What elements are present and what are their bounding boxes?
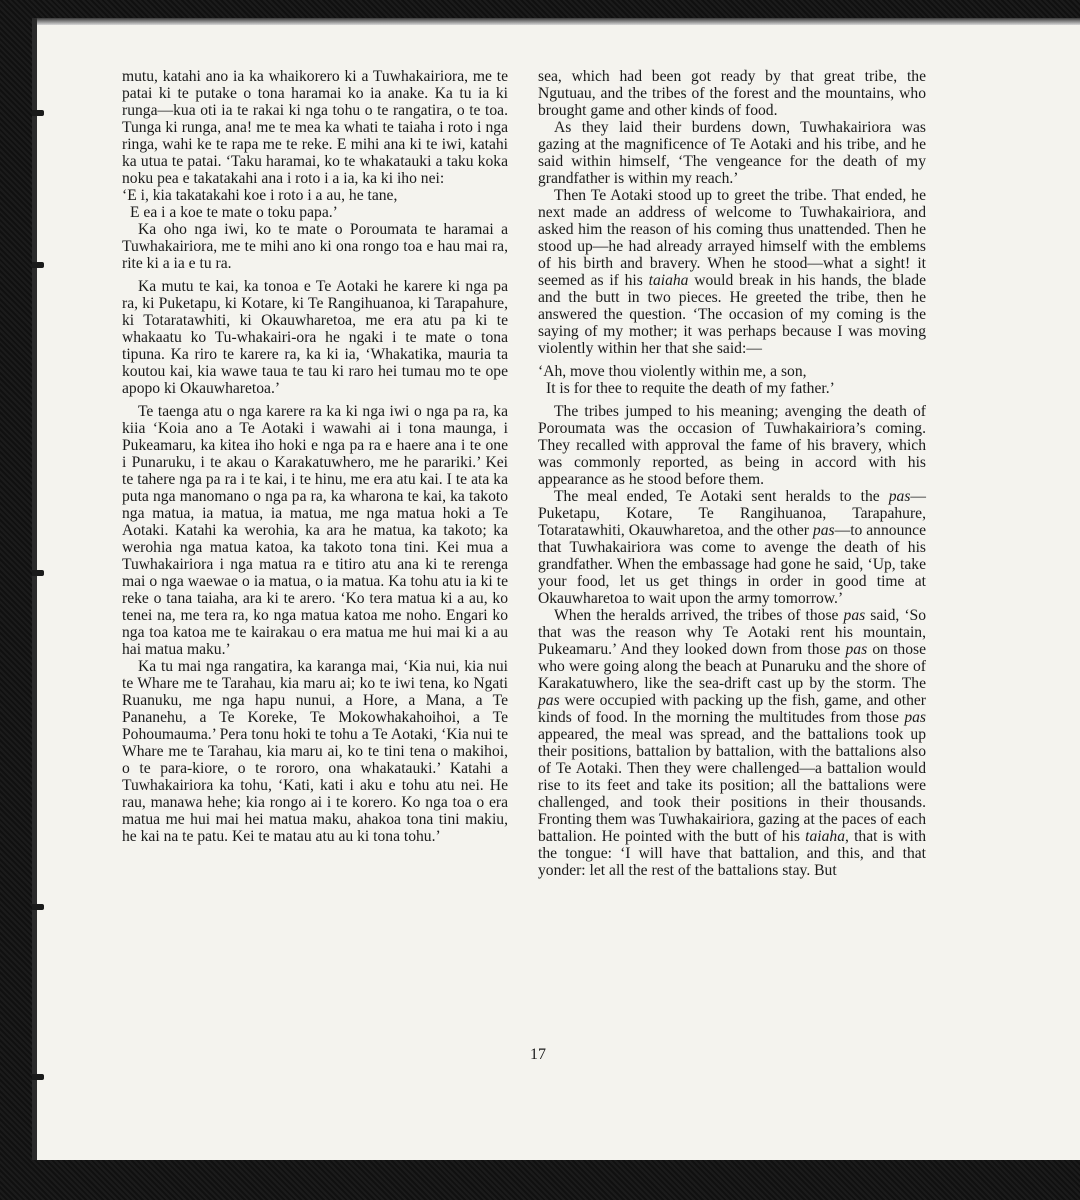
verse-line: E ea i a koe te mate o toku papa.’ (130, 204, 338, 221)
italic-term: pas (904, 709, 926, 726)
paragraph: Then Te Aotaki stood up to greet the tribe. That ended, he next made an address of welcome to Tuwhakairiora, and asked him the reason of his coming thus unattended. Then he stood up—he had already arrayed himself with the emblems of his birth and bravery. When he stood—what a sight! it seemed as if his taiaha would break in his hands, the blade and the butt in two pieces. He greeted the tribe, then he answered the question. ‘The occasion of my coming is the saying of my mother; it was perhaps because I was moving violently within her that she said:— (538, 187, 926, 357)
paragraph: When the heralds arrived, the tribes of those pas said, ‘So that was the reason why Te Aotaki rent his mountain, Pukeamaru.’ And they looked down from those pas on those who were going along the beach at Punaruku and the shore of Karakatuwhero, like the sea-drift cast up by the storm. The pas were occupied with packing up the fish, game, and other kinds of food. In the morning the multitudes from those pas appeared, the meal was spread, and the battalions took up their positions, battalion by battalion, with the battalions also of Te Aotaki. Then they were challenged—a battalion would rise to its feet and take its position; all the battalions were challenged, and took their positions in their thousands. Fronting them was Tuwhakairiora, gazing at the paces of each battalion. He pointed with the butt of his taiaha, that is with the tongue: ‘I will have that battalion, and this, and that yonder: let all the rest of the battalions stay. But (538, 607, 927, 879)
paragraph: Ka tu mai nga rangatira, ka karanga mai, ‘Kia nui, kia nui te Whare me te Tarahau, kia maru ai; ko te iwi tena, ko Ngati Ruanuku, me nga hapu nunui, a Hore, a Mana, a Te Pananehu, a Te Koreke, Te Mokowhakahoihoi, a Te Pohoumauma.’ Pera tonu hoki te tohu a Te Aotaki, ‘Kia nui te Whare me te Tarahau, kia maru ai, ko te tini tena o makihoi, o te para-kiore, o te rororo, ona whakatauki.’ Katahi a Tuwhakairiora ka tohu, ‘Kati, kati i aku e tohu atu nei. He rau, manawa hehe; kia rongo ai i te korero. Ko nga toa o era matua me hui mai hei matua maku, ahakoa tona tini makiu, he kai na te patu. Kei te matau atu au ki tona tohu.’ (122, 658, 508, 845)
italic-term: pas (888, 488, 911, 505)
paragraph: Te taenga atu o nga karere ra ka ki nga iwi o nga pa ra, ka kiia ‘Koia ano a Te Aotaki i wawahi ai i tona maunga, i Pukeamaru, ka kitea iho hoki e nga pa ra e haere ana i te one i Punaruku, i te akau o Karakatuwhero, me he parariki.’ Kei te tahere nga pa ra i te kai, i te hinu, me era atu kai. I te ata ka puta nga manomano o nga pa ra, ka wharona te kai, ka takoto nga matua, ia matua, ia matua, me nga matua hoki a Te Aotaki. Katahi ka werohia, ka ara he matua, ka takoto; ka werohia nga matua katoa, ka takoto tona tini. Kei mua a Tuwhakairiora i nga matua ra e titiro atu ana ki te rerenga mai o nga waewae o ia matua, o ia matua. Ka tohu atu ia ki te reke o tana taiaha, ara ki te arero. ‘Ko tera matua ki a au, ko tenei na, me tera ra, ko nga matua katoa me noho. Engari ko nga toa katoa me te kairakau o era matua me hui mai ki a au hai matua maku.’ (122, 403, 508, 658)
page-number: 17 (530, 1046, 546, 1063)
book-page (32, 18, 1080, 1160)
paragraph: mutu, katahi ano ia ka whaikorero ki a Tuwhakairiora, me te patai ki te putake o tona haramai ko ia anake. Ka tu ia ki runga—kua oti ia te rakai ki nga tohu o te rangatira, o te toa. Tunga ki runga, ana! me te mea ka whati te taiaha i roto i nga ringa, wahi ke te rapa me te reke. E mihi ana ki te iwi, katahi ka utua te patai. ‘Taku haramai, ko te whakatauki a taku koka noku pea e takatakahi ana i roto i a ia, ka ki iho nei: (122, 68, 508, 187)
page-binding-edge (32, 18, 37, 1160)
binding-mark (32, 1074, 44, 1080)
verse (538, 363, 926, 397)
italic-term: taiaha (805, 828, 846, 845)
italic-term: pas (845, 641, 868, 658)
page-top-edge (32, 18, 1080, 25)
right-column-english (538, 68, 926, 879)
italic-term: taiaha (648, 272, 689, 289)
verse-line: ‘Ah, move thou violently within me, a son, (538, 363, 807, 380)
italic-term: pas (538, 692, 560, 709)
verse-line: It is for thee to requite the death of my father.’ (546, 380, 835, 397)
binding-mark (32, 262, 44, 268)
verse (122, 187, 508, 221)
paragraph: As they laid their burdens down, Tuwhakairiora was gazing at the magnificence of Te Aotaki and his tribe, and he said within himself, ‘The vengeance for the death of my grandfather is within my reach.’ (538, 119, 926, 187)
binding-mark (32, 110, 44, 116)
paragraph: Ka mutu te kai, ka tonoa e Te Aotaki he karere ki nga pa ra, ki Puketapu, ki Kotare, ki Te Rangihuanoa, ki Tarapahure, ki Totaratawhiti, ki Okauwharetoa, me era atu pa ki te whakaatu ko Tu-whakairi-ora he ngaki i te mate o tona tipuna. Ka riro te karere ra, ka ki ia, ‘Whakatika, mauria ta koutou kai, kia wawe taua te tau ki raro hei tumau mo te ope apopo ki Okauwharetoa.’ (122, 278, 508, 397)
paragraph: sea, which had been got ready by that great tribe, the Ngutuau, and the tribes of the forest and the mountains, who brought game and other kinds of food. (538, 68, 926, 119)
paragraph: The tribes jumped to his meaning; avenging the death of Poroumata was the occasion of Tuwhakairiora’s coming. They recalled with approval the fame of his bravery, which was commonly reported, as being in accord with his appearance as he stood before them. (538, 403, 926, 488)
italic-term: pas (843, 607, 866, 624)
binding-mark (32, 904, 44, 910)
italic-term: pas (812, 522, 835, 539)
verse-line: ‘E i, kia takatakahi koe i roto i a au, he tane, (122, 187, 398, 204)
paragraph: The meal ended, Te Aotaki sent heralds to the pas—Puketapu, Kotare, Te Rangihuanoa, Tarapahure, Totaratawhiti, Okauwharetoa, and the other pas—to announce that Tuwhakairiora was come to avenge the death of his grandfather. When the embassage had gone he said, ‘Up, take your food, let us get things in order in good time at Okauwharetoa to wait upon the army tomorrow.’ (538, 488, 926, 607)
left-column-maori (122, 68, 508, 845)
paragraph: Ka oho nga iwi, ko te mate o Poroumata te haramai a Tuwhakairiora, me te mihi ano ki ona rongo toa e hau mai ra, rite ki a ia e tu ra. (122, 221, 508, 272)
binding-mark (32, 570, 44, 576)
